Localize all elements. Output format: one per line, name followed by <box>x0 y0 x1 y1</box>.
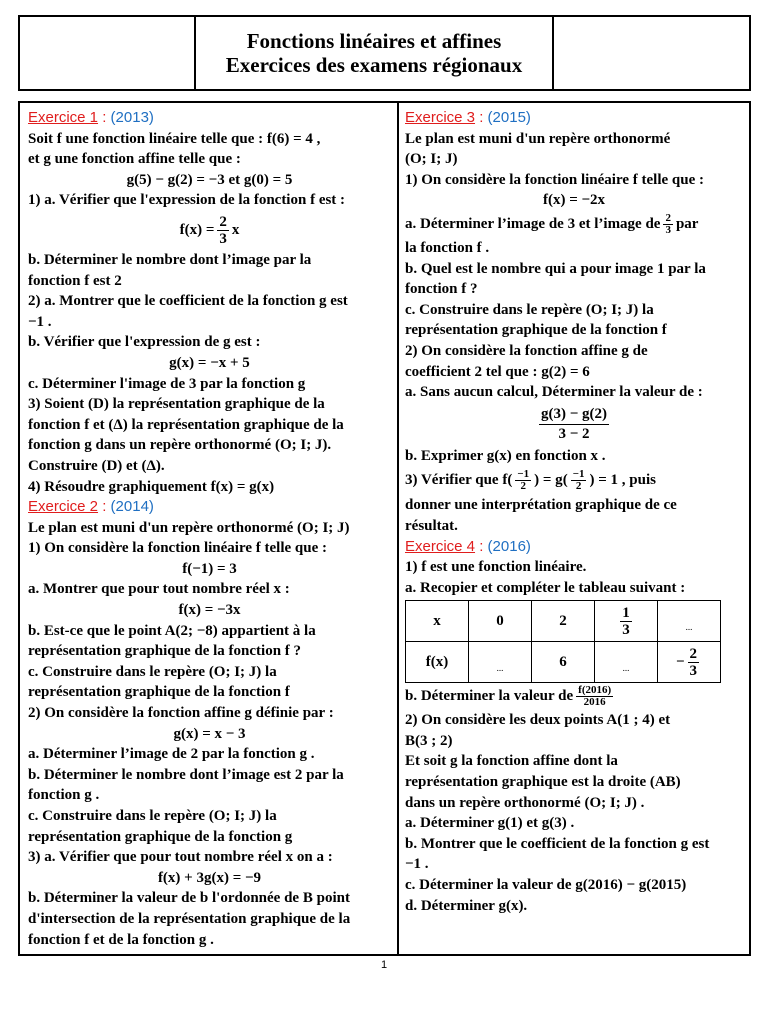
page-subtitle: Exercices des examens régionaux <box>225 53 523 77</box>
line: fonction f est 2 <box>28 272 122 289</box>
line: c. Construire dans le repère (O; I; J) la <box>405 301 654 318</box>
line: c. Construire dans le repère (O; I; J) la <box>28 808 277 824</box>
line: f(−1) = 3 <box>182 560 237 577</box>
line: fonction g dans un repère orthonormé (O; I; J). <box>28 437 332 454</box>
line: 2) On considère les deux points A(1 ; 4) et <box>405 712 671 729</box>
line: fonction f ? <box>405 281 478 298</box>
formula-g-diff <box>405 405 743 444</box>
line: 3) a. Vérifier que pour tout nombre réel x on a : <box>28 849 333 866</box>
line: b. Exprimer g(x) en fonction x . <box>405 447 606 464</box>
line-image-question: a. Déterminer l’image de 3 et l’image de $\frac{2}{3}$ par <box>405 211 699 236</box>
line: f(x) + 3g(x) = −9 <box>157 869 262 886</box>
header-title-cell <box>196 17 554 89</box>
table-cell: 6 <box>532 642 595 683</box>
line: c. Déterminer l'image de 3 par la fonction g <box>28 375 306 392</box>
line: Le plan est muni d'un repère orthonormé <box>405 130 671 147</box>
table-cell: x <box>406 601 469 642</box>
line: représentation graphique de la fonction f ? <box>28 643 302 660</box>
line: Construire (D) et (Δ). <box>28 457 165 474</box>
table-cell: f(x) <box>406 642 469 683</box>
fraction-two-thirds: $\frac{2}{3}$ <box>219 213 227 247</box>
fraction-minus-two-thirds: $\frac{2}{3}$ <box>689 645 698 679</box>
line: donner une interprétation graphique de ce <box>405 497 677 514</box>
table-row-fx <box>406 642 721 683</box>
table-row-x <box>406 601 721 642</box>
line: a. Déterminer g(1) et g(3) . <box>405 815 575 832</box>
exercise-3-heading: Exercice 3 : (2015) <box>405 109 531 126</box>
line: dans un repère orthonormé (O; I; J) . <box>405 794 645 811</box>
line: fonction f et (Δ) la représentation graphique de la <box>28 416 344 433</box>
line: d'intersection de la représentation graphique de la <box>28 910 351 927</box>
line: représentation graphique de la fonction f <box>28 684 290 701</box>
line: g(x) = −x + 5 <box>169 354 250 371</box>
line: 1) On considère la fonction linéaire f telle que : <box>405 171 704 188</box>
line: b. Quel est le nombre qui a pour image 1 par la <box>405 260 706 277</box>
line: b. Déterminer le nombre dont l’image par la <box>28 251 312 268</box>
line: 2) On considère la fonction affine g de <box>405 342 648 359</box>
fraction-minus-one-half: $\frac{-1}{2}$ <box>517 468 530 493</box>
line: Le plan est muni d'un repère orthonormé (O; I; J) <box>28 519 350 536</box>
line: représentation graphique est la droite (AB) <box>405 774 681 791</box>
table-cell: ... <box>658 601 721 642</box>
right-column <box>399 103 749 954</box>
line: b. Montrer que le coefficient de la fonction g est <box>405 835 710 852</box>
line: −1 . <box>28 313 52 330</box>
line: et g une fonction affine telle que : <box>28 151 241 168</box>
line-verify-equality: 3) Vérifier que f( $\frac{-1}{2}$ ) = g( $\frac{-1}{2}$ ) = 1 , puis <box>405 468 656 493</box>
fraction-f2016: $\frac{f(2016)}{2016}$ <box>578 684 612 709</box>
table-cell: ... <box>595 642 658 683</box>
header-right-cell <box>554 17 749 89</box>
page-title: Fonctions linéaires et affines <box>246 29 502 53</box>
line: (O; I; J) <box>405 151 458 168</box>
line: 2) a. Montrer que le coefficient de la fonction g est <box>28 293 348 310</box>
table-cell: 0 <box>469 601 532 642</box>
exercises-frame <box>18 101 751 956</box>
fraction-minus-one-half: $\frac{-1}{2}$ <box>572 468 585 493</box>
line: 3) Soient (D) la représentation graphique de la <box>28 396 325 413</box>
line: f(x) = −2x <box>542 192 606 209</box>
line: b. Déterminer le nombre dont l’image est 2 par la <box>28 766 344 783</box>
line: b. Vérifier que l'expression de g est : <box>28 334 261 351</box>
line: f(x) = −3x <box>178 602 241 619</box>
table-cell: 2 <box>532 601 595 642</box>
header-box <box>18 15 751 91</box>
values-table <box>405 600 721 683</box>
line: 2) On considère la fonction affine g définie par : <box>28 705 334 722</box>
line: c. Déterminer la valeur de g(2016) − g(2015) <box>405 877 687 894</box>
line: la fonction f . <box>405 239 490 256</box>
fraction-one-third: $\frac{1}{3}$ <box>622 604 630 638</box>
line: représentation graphique de la fonction g <box>28 828 293 845</box>
exercise-1-heading: Exercice 1 : (2013) <box>28 109 154 126</box>
line: fonction g . <box>28 787 100 804</box>
line: −1 . <box>405 856 429 873</box>
exercise-2-heading: Exercice 2 : (2014) <box>28 498 154 516</box>
page-number: 1 <box>380 959 388 971</box>
line: 1) f est une fonction linéaire. <box>405 559 587 576</box>
line: b. Est-ce que le point A(2; −8) appartient à la <box>28 622 316 639</box>
line: 1) a. Vérifier que l'expression de la fonction f est : <box>28 192 346 209</box>
fraction-g-diff: $\frac{g(3) - g(2)}{3 - 2}$ <box>540 405 608 442</box>
line: b. Déterminer la valeur de b l'ordonnée de B point <box>28 890 350 907</box>
table-cell-fraction <box>595 601 658 642</box>
line: 4) Résoudre graphiquement f(x) = g(x) <box>28 478 275 495</box>
left-column <box>20 103 399 954</box>
line-f2016: b. Déterminer la valeur de $\frac{f(2016)}{2016}$ <box>405 684 612 709</box>
line: Soit f une fonction linéaire telle que : f(6) = 4 , <box>28 130 321 147</box>
line: Et soit g la fonction affine dont la <box>405 753 618 770</box>
fraction-two-thirds-small: $\frac{2}{3}$ <box>665 211 671 236</box>
table-cell: ... <box>469 642 532 683</box>
line: B(3 ; 2) <box>405 732 453 749</box>
line: a. Déterminer l’image de 2 par la fonction g . <box>28 746 315 763</box>
line: résultat. <box>405 517 458 534</box>
line: g(x) = x − 3 <box>173 725 246 742</box>
line: 1) On considère la fonction linéaire f telle que : <box>28 540 327 557</box>
line: a. Recopier et compléter le tableau suivant : <box>405 579 686 596</box>
line: fonction f et de la fonction g . <box>28 931 214 948</box>
formula-f: f(x) = $\frac{2}{3}$ x <box>179 213 240 247</box>
line: représentation graphique de la fonction f <box>405 322 667 339</box>
exercise-4-heading: Exercice 4 : (2016) <box>405 537 531 555</box>
line: d. Déterminer g(x). <box>405 897 528 914</box>
line: a. Montrer que pour tout nombre réel x : <box>28 581 290 598</box>
table-cell-fraction: − $\frac{2}{3}$ <box>658 642 721 683</box>
header-left-cell <box>20 17 196 89</box>
line: a. Sans aucun calcul, Déterminer la valeur de : <box>405 384 703 401</box>
line: g(5) − g(2) = −3 et g(0) = 5 <box>126 171 293 188</box>
line: coefficient 2 tel que : g(2) = 6 <box>405 363 590 380</box>
line: c. Construire dans le repère (O; I; J) la <box>28 663 277 680</box>
